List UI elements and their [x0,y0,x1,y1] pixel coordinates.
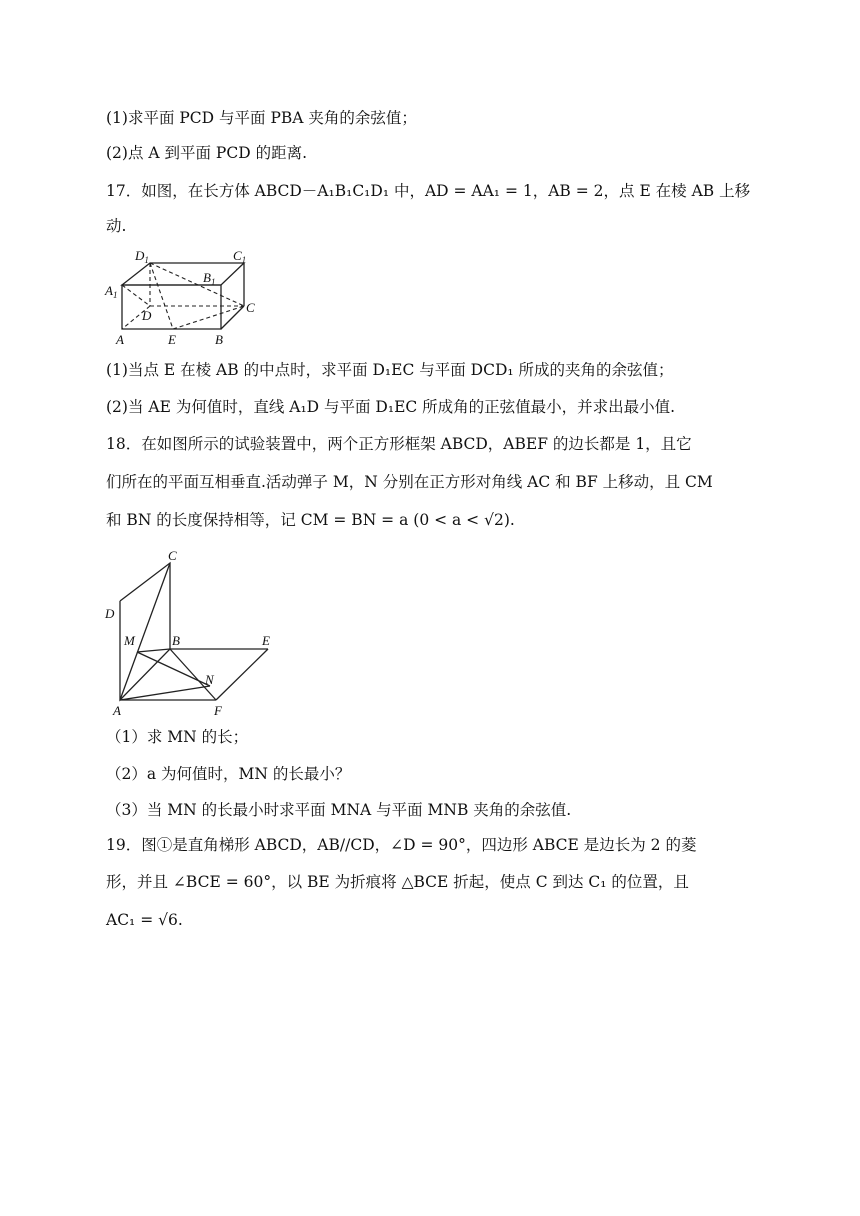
label-C: C [168,548,177,563]
text-line: 17．如图，在长方体 ABCD－A₁B₁C₁D₁ 中，AD = AA₁ = 1，AB = 2，点 E 在棱 AB 上移 [106,182,751,200]
label-C: C [246,300,255,315]
label-A: A [116,332,124,347]
label-F: F [214,703,222,718]
text-line: （2）a 为何值时，MN 的长最小？ [106,765,351,783]
text-line: AC₁ = √6. [106,911,183,929]
label-D1: $D_1$ [135,248,149,265]
figure-18-squares [100,548,285,720]
text-line: 和 BN 的长度保持相等，记 CM = BN = a (0 < a < √2). [106,511,515,529]
label-A1: $A_1$ [105,283,118,300]
text-line: （3）当 MN 的长最小时求平面 MNA 与平面 MNB 夹角的余弦值. [106,801,572,819]
label-B: B [172,633,180,648]
text-line: 们所在的平面互相垂直.活动弹子 M，N 分别在正方形对角线 AC 和 BF 上移动，且 CM [106,473,713,491]
text-line: 动. [106,217,127,235]
top-face [122,263,244,285]
label-C1: $C_1$ [233,248,247,265]
text-line: (2)当 AE 为何值时，直线 A₁D 与平面 D₁EC 所成角的正弦值最小，并求出最小值. [106,398,676,416]
label-E: E [262,633,270,648]
text-line: 形，并且 ∠BCE = 60°，以 BE 为折痕将 △BCE 折起，使点 C 到达 C₁ 的位置，且 [106,873,689,891]
text-line: (1)求平面 PCD 与平面 PBA 夹角的余弦值； [106,109,417,127]
label-E: E [168,332,176,347]
text-line: （1）求 MN 的长； [106,728,249,746]
label-D: D [105,606,115,621]
label-B: B [215,332,223,347]
text-line: (1)当点 E 在棱 AB 的中点时，求平面 D₁EC 与平面 DCD₁ 所成的夹角的余弦值； [106,361,674,379]
text-line: 18．在如图所示的试验装置中，两个正方形框架 ABCD，ABEF 的边长都是 1，且它 [106,435,692,453]
label-B1: $B_1$ [203,270,216,287]
label-D: D [142,308,152,323]
label-A: A [113,703,121,718]
label-N: N [205,672,214,687]
text-line: (2)点 A 到平面 PCD 的距离. [106,144,308,162]
text-line: 19．图①是直角梯形 ABCD，AB//CD，∠D = 90°，四边形 ABCE 是边长为 2 的菱 [106,836,697,854]
front-face [122,285,221,329]
label-M: M [124,633,135,648]
figure-17-cuboid [100,244,270,348]
